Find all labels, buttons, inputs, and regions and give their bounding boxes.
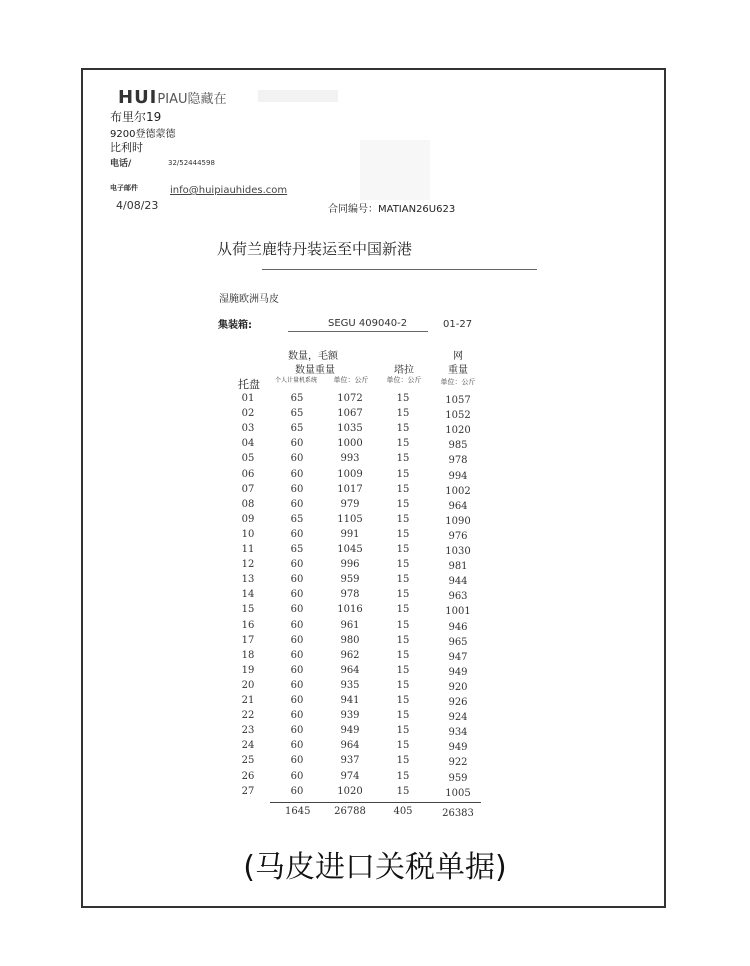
cell-tare: 15 (396, 408, 410, 420)
cell-pallet: 18 (241, 649, 255, 661)
cell-qty: 60 (290, 740, 304, 752)
cell-gross: 974 (340, 770, 360, 782)
cell-gross: 1105 (337, 513, 363, 525)
cell-tare: 15 (396, 574, 410, 586)
total-tare: 405 (393, 806, 413, 817)
cell-qty: 60 (290, 619, 304, 631)
cell-tare: 15 (396, 604, 410, 616)
cell-pallet: 19 (241, 664, 255, 676)
cell-qty: 60 (290, 589, 304, 601)
cell-gross: 1045 (337, 544, 363, 555)
cell-net: 924 (448, 712, 468, 724)
cell-pallet: 21 (241, 695, 255, 706)
header-net-line2: 重量 (448, 365, 468, 376)
cell-qty: 60 (290, 785, 304, 797)
cell-net: 959 (448, 772, 468, 784)
cell-gross: 964 (340, 664, 360, 676)
cell-gross: 937 (340, 755, 360, 767)
cell-pallet: 16 (241, 619, 255, 631)
cell-tare: 15 (396, 619, 410, 631)
cell-pallet: 26 (241, 770, 255, 782)
cell-net: 1001 (445, 606, 471, 618)
logo-mark: HUI (118, 87, 158, 108)
cell-qty: 65 (290, 423, 304, 435)
logo-text: PIAU隐藏在 (157, 92, 227, 107)
cell-gross: 1067 (337, 408, 363, 420)
cell-gross: 939 (340, 710, 360, 722)
cell-net: 981 (448, 561, 468, 573)
cell-tare: 15 (396, 559, 410, 571)
cell-qty: 60 (290, 468, 304, 480)
cell-net: 1002 (445, 485, 471, 497)
product-name: 湿腌欧洲马皮 (219, 294, 279, 305)
cell-pallet: 14 (241, 589, 255, 601)
header-qty-unit: 个人计量机系统 (274, 377, 317, 384)
cell-net: 964 (448, 500, 468, 512)
cell-qty: 60 (290, 528, 304, 540)
cell-qty: 60 (290, 574, 304, 586)
header-net-unit: 单位：公斤 (440, 378, 476, 386)
cell-net: 1005 (445, 787, 471, 799)
cell-pallet: 09 (241, 513, 255, 525)
cell-tare: 15 (396, 483, 410, 495)
cell-gross: 979 (340, 498, 360, 510)
total-qty: 1645 (285, 806, 311, 817)
header-pallet: 托盘 (238, 378, 260, 391)
total-net: 26383 (442, 808, 474, 819)
cell-gross: 991 (340, 528, 360, 540)
sender-street: 布里尔19 (110, 110, 162, 124)
cell-tare: 15 (396, 528, 410, 540)
phone-number: 32/52444598 (168, 159, 215, 167)
cell-net: 944 (448, 576, 468, 588)
header-qty-gross: 数量，毛额 (288, 351, 338, 362)
cell-gross: 1016 (337, 604, 363, 616)
container-number: SEGU 409040-2 (328, 318, 408, 329)
cell-net: 949 (448, 666, 468, 678)
cell-gross: 959 (340, 574, 360, 586)
cell-pallet: 06 (241, 468, 255, 480)
cell-net: 976 (448, 530, 468, 542)
cell-gross: 1000 (337, 438, 363, 450)
cell-tare: 15 (396, 453, 410, 465)
cell-net: 985 (448, 440, 468, 452)
cell-pallet: 13 (241, 574, 255, 586)
cell-pallet: 11 (241, 544, 255, 555)
scan-smudge (258, 90, 338, 102)
phone-label: 电话/ (110, 159, 132, 169)
cell-qty: 60 (290, 770, 304, 782)
cell-qty: 60 (290, 604, 304, 616)
cell-tare: 15 (396, 498, 410, 510)
cell-qty: 65 (290, 513, 304, 525)
document-date: 4/08/23 (116, 199, 159, 212)
header-qty-weight: 数量重量 (295, 365, 335, 376)
cell-net: 920 (448, 681, 468, 693)
cell-qty: 65 (290, 408, 304, 420)
cell-net: 1052 (445, 410, 471, 422)
cell-net: 1090 (445, 515, 471, 527)
cell-tare: 15 (396, 740, 410, 752)
container-label: 集装箱: (218, 320, 252, 331)
total-gross: 26788 (334, 806, 366, 817)
cell-gross: 949 (340, 725, 360, 737)
cell-tare: 15 (396, 468, 410, 480)
cell-gross: 962 (340, 649, 360, 661)
cell-gross: 980 (340, 634, 360, 646)
cell-tare: 15 (396, 695, 410, 706)
header-net-line1: 网 (453, 351, 463, 362)
cell-gross: 1020 (337, 785, 363, 797)
cell-net: 963 (448, 591, 468, 603)
totals-rule (270, 802, 481, 803)
cell-qty: 60 (290, 679, 304, 691)
cell-pallet: 23 (241, 725, 255, 737)
cell-qty: 65 (290, 393, 304, 404)
header-tare: 塔拉 (394, 365, 414, 376)
cell-qty: 60 (290, 755, 304, 767)
cell-net: 949 (448, 742, 468, 754)
cell-tare: 15 (396, 770, 410, 782)
cell-tare: 15 (396, 544, 410, 555)
cell-tare: 15 (396, 513, 410, 525)
cell-pallet: 02 (241, 408, 255, 420)
cell-tare: 15 (396, 649, 410, 661)
cell-qty: 60 (290, 725, 304, 737)
cell-gross: 964 (340, 740, 360, 752)
cell-qty: 60 (290, 483, 304, 495)
cell-pallet: 10 (241, 528, 255, 540)
sender-country: 比利时 (110, 141, 143, 154)
caption: (马皮进口关税单据) (243, 850, 507, 885)
cell-pallet: 17 (241, 634, 255, 646)
cell-tare: 15 (396, 710, 410, 722)
cell-pallet: 22 (241, 710, 255, 722)
cell-net: 946 (448, 621, 468, 633)
shipment-title: 从荷兰鹿特丹装运至中国新港 (217, 240, 413, 258)
cell-pallet: 15 (241, 604, 255, 616)
header-tare-unit: 单位：公斤 (386, 376, 422, 384)
cell-pallet: 04 (241, 438, 255, 450)
email-label: 电子邮件 (110, 184, 138, 192)
cell-qty: 60 (290, 453, 304, 465)
cell-pallet: 05 (241, 453, 255, 465)
cell-tare: 15 (396, 679, 410, 691)
cell-gross: 1035 (337, 423, 363, 435)
cell-net: 994 (448, 470, 468, 482)
cell-pallet: 27 (241, 785, 255, 797)
cell-tare: 15 (396, 634, 410, 646)
cell-qty: 60 (290, 438, 304, 450)
sender-city: 9200登德蒙德 (110, 129, 176, 140)
container-rule (288, 331, 428, 332)
cell-gross: 996 (340, 559, 360, 571)
container-page: 01-27 (443, 319, 473, 330)
cell-qty: 60 (290, 695, 304, 706)
email-link[interactable]: info@huipiauhides.com (170, 185, 288, 196)
cell-tare: 15 (396, 785, 410, 797)
cell-gross: 935 (340, 679, 360, 691)
cell-gross: 941 (340, 695, 360, 706)
cell-tare: 15 (396, 725, 410, 737)
cell-net: 934 (448, 727, 468, 739)
cell-qty: 60 (290, 498, 304, 510)
cell-gross: 1009 (337, 468, 363, 480)
cell-tare: 15 (396, 393, 410, 404)
cell-net: 926 (448, 697, 468, 708)
cell-net: 978 (448, 455, 468, 467)
cell-tare: 15 (396, 755, 410, 767)
title-rule (262, 269, 537, 270)
cell-tare: 15 (396, 589, 410, 601)
cell-net: 947 (448, 651, 468, 663)
cell-pallet: 03 (241, 423, 255, 435)
cell-qty: 60 (290, 710, 304, 722)
cell-pallet: 20 (241, 679, 255, 691)
cell-pallet: 25 (241, 755, 255, 767)
cell-qty: 60 (290, 634, 304, 646)
header-gross-unit: 单位：公斤 (333, 376, 369, 384)
cell-pallet: 08 (241, 498, 255, 510)
cell-qty: 65 (290, 544, 304, 555)
cell-pallet: 01 (241, 393, 255, 404)
cell-qty: 60 (290, 559, 304, 571)
scan-smudge (360, 140, 430, 200)
cell-qty: 60 (290, 664, 304, 676)
cell-net: 965 (448, 636, 468, 648)
cell-net: 922 (448, 757, 468, 769)
cell-gross: 1072 (337, 393, 363, 404)
cell-net: 1057 (445, 395, 471, 406)
cell-tare: 15 (396, 423, 410, 435)
cell-pallet: 07 (241, 483, 255, 495)
cell-tare: 15 (396, 664, 410, 676)
cell-gross: 978 (340, 589, 360, 601)
cell-gross: 993 (340, 453, 360, 465)
cell-gross: 1017 (337, 483, 363, 495)
cell-pallet: 24 (241, 740, 255, 752)
company-logo (118, 87, 226, 108)
cell-gross: 961 (340, 619, 360, 631)
cell-net: 1030 (445, 546, 471, 557)
contract-number: 合同编号：MATIAN26U623 (328, 204, 456, 215)
cell-pallet: 12 (241, 559, 255, 571)
cell-net: 1020 (445, 425, 471, 437)
cell-qty: 60 (290, 649, 304, 661)
cell-tare: 15 (396, 438, 410, 450)
